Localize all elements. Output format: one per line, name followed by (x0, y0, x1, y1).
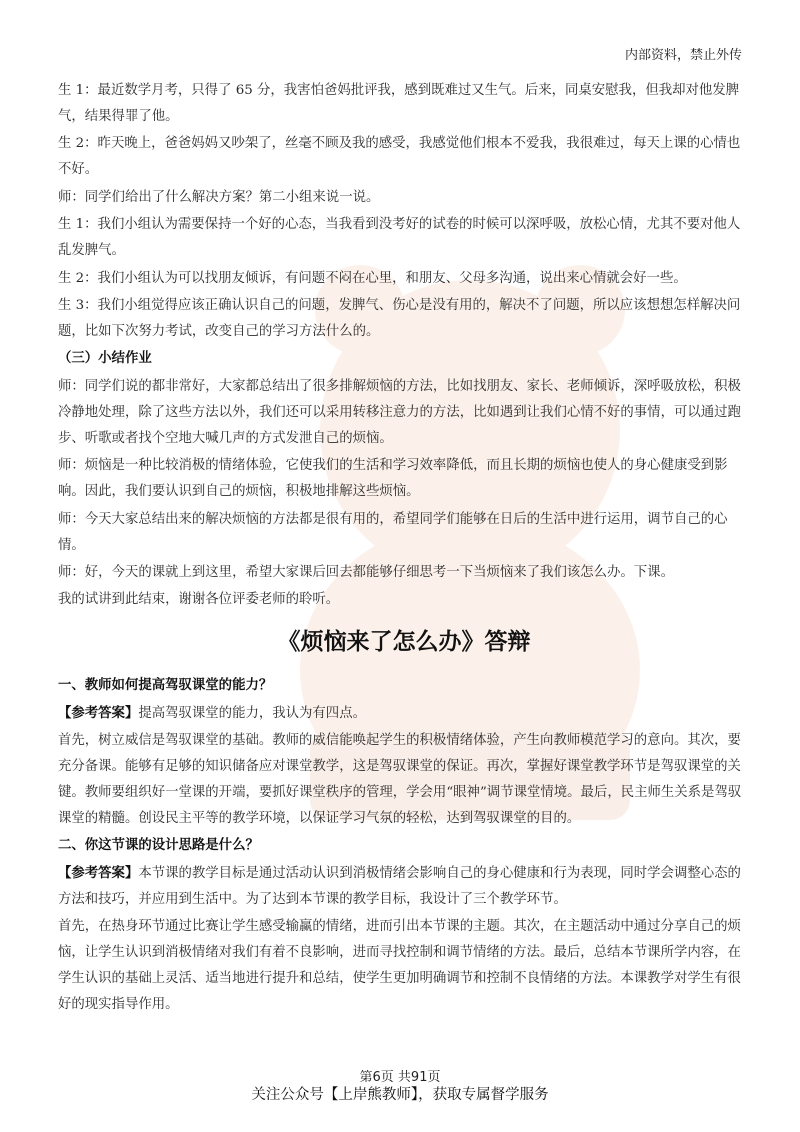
dialogue-line: 师：好，今天的课就上到这里，希望大家课后回去都能够仔细思考一下当烦恼来了我们该怎么办。下课。 (58, 564, 674, 580)
dialogue-line: 生 3：我们小组觉得应该正确认识自己的问题，发脾气、伤心是没有用的，解决不了问题，所以应该想想怎样解决问题，比如下次努力考试，改变自己的学习方法什么的。 (58, 297, 741, 339)
dialogue-line: 生 1：最近数学月考，只得了 65 分，我害怕爸妈批评我，感到既难过又生气。后来，同桌安慰我，但我却对他发脾气，结果得罪了他。 (58, 83, 740, 124)
closing-line: 我的试讲到此结束，谢谢各位评委老师的聆听。 (58, 592, 340, 608)
dialogue-line: 师：同学们说的都非常好，大家都总结出了很多排解烦恼的方法，比如找朋友、家长、老师倾诉，深呼吸放松，积极冷静地处理，除了这些方法以外，我们还可以采用转移注意力的方法，比如遇到让我们心情不好的事情，可以通过跑步、听歌或者找个空地大喊几声的方式发泄自己的烦恼。 (58, 378, 741, 446)
answer-body: 首先，树立威信是驾驭课堂的基础。教师的威信能唤起学生的积极情绪体验，产生向教师模范学习的意向。其次，要充分备课。能够有足够的知识储备应对课堂教学，这是驾驭课堂的保证。再次，掌握好课堂教学环节是驾驭课堂的关键。教师要组织好一堂课的开端，要抓好课堂秩序的管理，学会用“眼神”调节课堂情境。最后，民主师生关系是驾驭课堂的精髓。创设民主平等的教学环境，以保证学习气氛的轻松，达到驾驭课堂的目的。 (58, 733, 742, 827)
dialogue-line: 生 1：我们小组认为需要保持一个好的心态，当我看到没考好的试卷的时候可以深呼吸，放松心情，尤其不要对他人乱发脾气。 (58, 217, 741, 259)
answer-lead-text: 提高驾驭课堂的能力，我认为有四点。 (138, 705, 366, 721)
answer-lead-text: 本节课的教学目标是通过活动认识到消极情绪会影响自己的身心健康和行为表现，同时学会调整心态的方法和技巧，并应用到生活中。为了达到本节课的教学目标，我设计了三个教学环节。 (58, 865, 741, 907)
promo-line: 关注公众号【上岸熊教师】，获取专属督学服务 (251, 1087, 549, 1103)
question-heading: 一、教师如何提高驾驭课堂的能力？ (58, 678, 273, 694)
page-number: 第6页 共91页 (359, 1070, 441, 1085)
confidential-note: 内部资料，禁止外传 (624, 48, 742, 63)
dialogue-line: 师：烦恼是一种比较消极的情绪体验，它使我们的生活和学习效率降低，而且长期的烦恼也使人的身心健康受到影响。因此，我们要认识到自己的烦恼，积极地排解这些烦恼。 (58, 458, 728, 500)
defense-title: 《烦恼来了怎么办》答辩 (277, 629, 531, 656)
document-body (58, 78, 750, 1020)
answer-label: 【参考答案】 (58, 705, 139, 721)
answer-body: 首先，在热身环节通过比赛让学生感受输赢的情绪，进而引出本节课的主题。其次，在主题活动中通过分享自己的烦恼，让学生认识到消极情绪对我们有着不良影响，进而寻找控制和调节情绪的方法。最后，总结本节课所学内容，在学生认识的基础上灵活、适当地进行提升和总结，使学生更加明确调节和控制不良情绪的方法。本课教学对学生有很好的现实指导作用。 (58, 919, 741, 1013)
question-heading: 二、你这节课的设计思路是什么？ (58, 838, 259, 854)
dialogue-line: 师：同学们给出了什么解决方案？第二小组来说一说。 (58, 189, 380, 205)
dialogue-line: 生 2：昨天晚上，爸爸妈妈又吵架了，丝毫不顾及我的感受，我感觉他们根本不爱我，我很难过，每天上课的心情也不好。 (58, 136, 741, 178)
dialogue-line: 师：今天大家总结出来的解决烦恼的方法都是很有用的，希望同学们能够在日后的生活中进行运用，调节自己的心情。 (58, 511, 728, 553)
answer-label: 【参考答案】 (58, 865, 139, 881)
section-heading: （三）小结作业 (58, 351, 152, 367)
dialogue-line: 生 2：我们小组认为可以找朋友倾诉，有问题不闷在心里，和朋友、父母多沟通，说出来心情就会好一些。 (58, 270, 687, 286)
answer-lead (58, 701, 750, 727)
answer-lead (58, 861, 750, 913)
